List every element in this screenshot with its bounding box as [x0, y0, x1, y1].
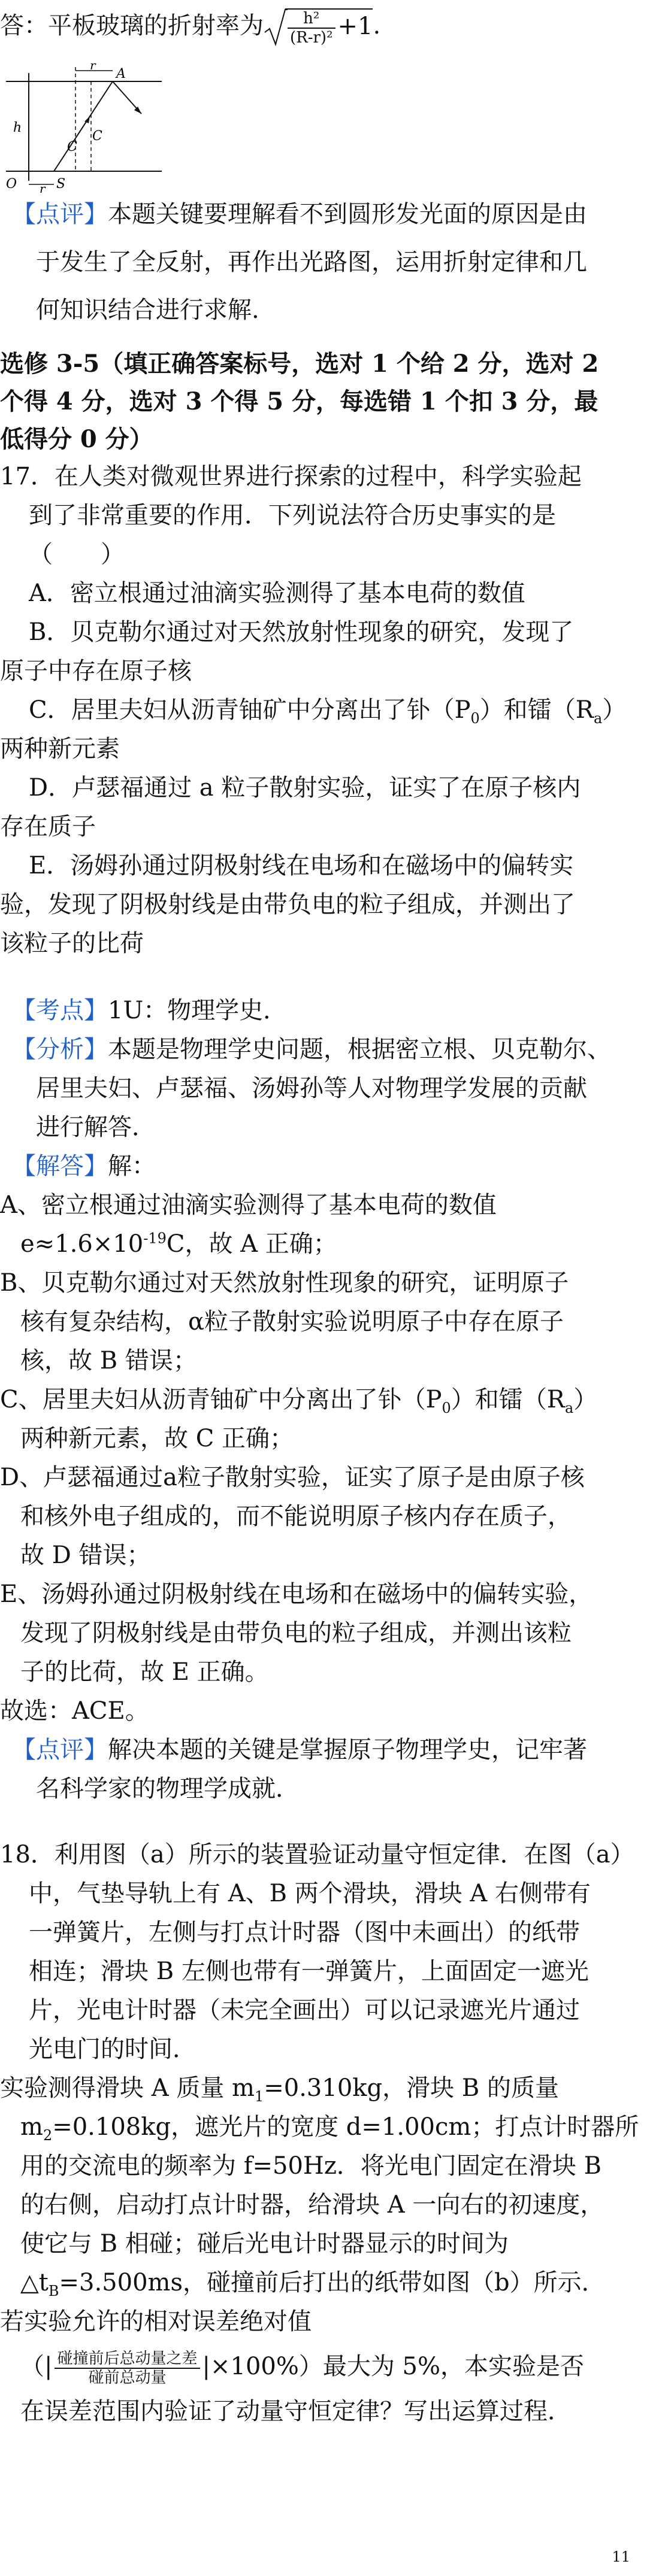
q17-sol-c-1: C、居里夫妇从沥青铀矿中分离出了钋$(P_0)$和镭$(R_a)$ [0, 1386, 598, 1416]
section-header-line-1: 选修 3-5（填正确答案标号，选对 1 个给 2 分，选对 2 [0, 350, 599, 378]
q17-sol-b-2: 核有复杂结构，α粒子散射实验说明原子中存在原子 [20, 1308, 564, 1336]
q18-data-7: 若实验允许的相对误差绝对值 [0, 2308, 312, 2335]
q17-dianping-1: 【点评】解决本题的关键是掌握原子物理学史，记牢著 [12, 1736, 587, 1764]
q16-comment-line-3: 何知识结合进行求解. [36, 296, 259, 324]
q17-sol-d-1: D、卢瑟福通过a粒子散射实验，证实了原子是由原子核 [0, 1464, 585, 1491]
q18-stem-1: 18．利用图（a）所示的装置验证动量守恒定律．在图（a） [0, 1841, 634, 1868]
light-ray [54, 81, 113, 171]
formula-denominator: (R-r)² [290, 29, 333, 47]
q17-option-b-2: 原子中存在原子核 [0, 657, 192, 685]
radicand [285, 8, 373, 47]
q17-fenxi-3: 进行解答． [36, 1113, 156, 1141]
q17-sol-e-3: 子的比荷，故 E 正确。 [20, 1658, 269, 1686]
q17-option-e-1: E．汤姆孙通过阴极射线在电场和在磁场中的偏转实 [29, 852, 574, 879]
label-r-top: r [90, 61, 96, 72]
q17-sol-a-2: $e\approx 1.6\times 10^{-19}C$，故 A 正确； [20, 1230, 337, 1258]
q17-sol-b-3: 核，故 B 错误； [20, 1347, 197, 1375]
q18-stem-6: 光电门的时间． [29, 2035, 196, 2063]
formula-tail: +1 [337, 13, 373, 40]
q18-data-6: $\triangle t_B=3.500ms$，碰撞前后打出的纸带如图（b）所示． [20, 2269, 606, 2299]
q17-fenxi-2: 居里夫妇、卢瑟福、汤姆孙等人对物理学发展的贡献 [36, 1075, 587, 1102]
answer-formula [0, 8, 380, 47]
comment-tag: 【点评】 [12, 201, 108, 228]
answer-prefix: 答：平板玻璃的折射率为 [0, 12, 264, 40]
q17-stem-3: （ ） [29, 541, 125, 568]
label-C: C [67, 139, 77, 154]
q17-sol-a-1: A、密立根通过油滴实验测得了基本电荷的数值 [0, 1191, 497, 1219]
label-O: O [6, 177, 17, 192]
q18-stem-5: 片，光电计时器（未完全画出）可以记录遮光片通过 [29, 1997, 580, 2024]
page-number: 11 [612, 2548, 630, 2565]
q17-sol-c-2: 两种新元素，故 C 正确； [20, 1425, 294, 1452]
q18-stem-2: 中，气垫导轨上有 A、B 两个滑块，滑块 A 右侧带有 [29, 1880, 591, 1907]
q18-data-4: 的右侧，启动打点计时器，给滑块 A 一向右的初速度， [20, 2191, 604, 2219]
q17-choice: 故选：ACE。 [0, 1697, 149, 1725]
q18-stem-4: 相连；滑块 B 左侧也带有一弹簧片，上面固定一遮光 [29, 1958, 589, 1985]
q18-data-9: 在误差范围内验证了动量守恒定律？写出运算过程． [20, 2398, 572, 2425]
q17-stem-2: 到了非常重要的作用．下列说法符合历史事实的是 [29, 502, 556, 529]
q17-option-d-2: 存在质子 [0, 813, 96, 841]
label-C2: C [92, 129, 102, 144]
q17-option-d-1: D．卢瑟福通过 a 粒子散射实验，证实了在原子核内 [29, 774, 581, 802]
q17-dianping-2: 名科学家的物理学成就． [36, 1775, 300, 1803]
q17-sol-d-3: 故 D 错误； [20, 1542, 151, 1569]
q17-option-c-2: 两种新元素 [0, 735, 120, 763]
optics-figure [0, 61, 168, 194]
q17-fenxi-1: 【分析】本题是物理学史问题，根据密立根、贝克勒尔、 [12, 1036, 611, 1063]
formula-end: . [373, 12, 381, 40]
q18-data-8: （| $\frac{\text{碰撞前后总动量之差}}{\text{碰前总动量}}$ |×100%）最大为 5%，本实验是否 [20, 2350, 585, 2387]
formula-fraction [288, 10, 335, 47]
q17-option-a: A．密立根通过油滴实验测得了基本电荷的数值 [29, 579, 525, 607]
q17-sol-e-1: E、汤姆孙通过阴极射线在电场和在磁场中的偏转实验， [0, 1580, 593, 1608]
q17-kaodian: 【考点】1U：物理学史． [12, 997, 288, 1024]
radical-sign [264, 8, 288, 47]
section-header-line-3: 低得分 0 分） [0, 425, 153, 453]
q17-stem-1: 17．在人类对微观世界进行探索的过程中，科学实验起 [0, 463, 582, 490]
label-S: S [56, 177, 66, 192]
q17-sol-e-2: 发现了阴极射线是由带负电的粒子组成，并测出该粒 [20, 1619, 572, 1647]
q17-sol-d-2: 和核外电子组成的，而不能说明原子核内存在质子， [20, 1503, 572, 1530]
label-h: h [13, 120, 22, 135]
q17-option-e-2: 验，发现了阴极射线是由带负电的粒子组成，并测出了 [0, 891, 575, 918]
q17-option-b-1: B．贝克勒尔通过对天然放射性现象的研究，发现了 [29, 618, 574, 646]
q17-sol-b-1: B、贝克勒尔通过对天然放射性现象的研究，证明原子 [0, 1269, 569, 1297]
q18-stem-3: 一弹簧片，左侧与打点计时器（图中未画出）的纸带 [29, 1919, 580, 1946]
error-fraction: $\frac{\text{碰撞前后总动量之差}}{\text{碰前总动量}}$ [55, 2350, 199, 2387]
q17-option-c-1: C．居里夫妇从沥青铀矿中分离出了钋$(P_0)$和镭$(R_a)$ [29, 696, 627, 727]
q18-data-5: 使它与 B 相碰；碰后光电计时器显示的时间为 [20, 2230, 509, 2258]
q17-option-e-3: 该粒子的比荷 [0, 930, 144, 957]
formula-numerator: h² [288, 10, 335, 29]
q18-data-1: 实验测得滑块 A 质量 $m_1=0.310kg$，滑块 B 的质量 [0, 2074, 559, 2105]
section-header-line-2: 个得 4 分，选对 3 个得 5 分，每选错 1 个扣 3 分，最 [0, 387, 598, 415]
label-A: A [116, 66, 126, 81]
q18-data-2: $m_2=0.108kg$，遮光片的宽度 d=1.00cm；打点计时器所 [20, 2113, 639, 2144]
q16-comment-line-2: 于发生了全反射，再作出光路图，运用折射定律和几 [36, 248, 587, 276]
q17-jieda: 【解答】解： [12, 1152, 156, 1180]
label-r-bottom: r [40, 181, 46, 194]
q16-comment-line-1: 【点评】本题关键要理解看不到圆形发光面的原因是由 [12, 201, 587, 228]
q18-data-3: 用的交流电的频率为 f=50Hz．将光电门固定在滑块 B [20, 2152, 601, 2180]
